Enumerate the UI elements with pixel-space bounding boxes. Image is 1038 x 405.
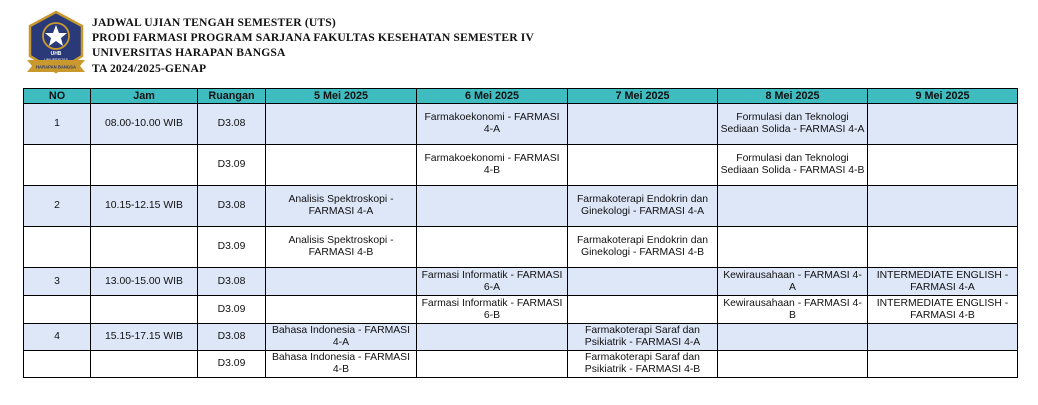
cell-day-5 <box>868 227 1018 268</box>
cell-day-1 <box>266 104 417 145</box>
university-logo-icon <box>26 10 86 78</box>
column-header-jam: Jam <box>91 89 198 104</box>
cell-no: 4 <box>24 324 91 351</box>
cell-day-3 <box>568 104 718 145</box>
column-header-ruangan: Ruangan <box>198 89 266 104</box>
header-academic-year: TA 2024/2025-GENAP <box>92 61 207 75</box>
cell-day-1: Bahasa Indonesia - FARMASI 4-B <box>266 351 417 378</box>
cell-day-5: INTERMEDIATE ENGLISH - FARMASI 4-B <box>868 296 1018 324</box>
cell-day-4: Formulasi dan Teknologi Sediaan Solida - FARMASI 4-B <box>718 145 868 186</box>
table-row <box>24 186 1018 227</box>
cell-jam <box>91 351 198 378</box>
cell-ruangan: D3.09 <box>198 145 266 186</box>
cell-day-3 <box>568 296 718 324</box>
column-header-date-1: 5 Mei 2025 <box>266 89 417 104</box>
cell-jam <box>91 227 198 268</box>
cell-day-2 <box>417 324 568 351</box>
table-row <box>24 104 1018 145</box>
cell-day-2: Farmasi Informatik - FARMASI 6-A <box>417 268 568 296</box>
cell-day-2: Farmakoekonomi - FARMASI 4-B <box>417 145 568 186</box>
cell-no <box>24 296 91 324</box>
exam-schedule-table <box>23 88 1018 378</box>
cell-no <box>24 145 91 186</box>
cell-day-3 <box>568 145 718 186</box>
header-university: UNIVERSITAS HARAPAN BANGSA <box>92 46 286 60</box>
table-header-row <box>24 89 1018 104</box>
cell-jam <box>91 296 198 324</box>
table-row <box>24 145 1018 186</box>
header-title: JADWAL UJIAN TENGAH SEMESTER (UTS) <box>92 16 336 29</box>
cell-day-4 <box>718 186 868 227</box>
logo-text-top: UHB <box>50 51 62 57</box>
cell-day-3: Farmakoterapi Endokrin dan Ginekologi - FARMASI 4-A <box>568 186 718 227</box>
cell-day-1: Analisis Spektroskopi - FARMASI 4-A <box>266 186 417 227</box>
table-row <box>24 227 1018 268</box>
cell-day-3 <box>568 268 718 296</box>
cell-day-2: Farmakoekonomi - FARMASI 4-A <box>417 104 568 145</box>
table-row <box>24 296 1018 324</box>
cell-jam: 13.00-15.00 WIB <box>91 268 198 296</box>
cell-no: 3 <box>24 268 91 296</box>
cell-jam <box>91 145 198 186</box>
cell-day-4: Kewirausahaan - FARMASI 4-B <box>718 296 868 324</box>
cell-day-5 <box>868 351 1018 378</box>
cell-no <box>24 227 91 268</box>
cell-no: 2 <box>24 186 91 227</box>
cell-day-1 <box>266 296 417 324</box>
table-row <box>24 351 1018 378</box>
cell-ruangan: D3.08 <box>198 186 266 227</box>
cell-day-4: Formulasi dan Teknologi Sediaan Solida - FARMASI 4-A <box>718 104 868 145</box>
cell-day-4 <box>718 351 868 378</box>
cell-day-1: Bahasa Indonesia - FARMASI 4-A <box>266 324 417 351</box>
cell-day-5: INTERMEDIATE ENGLISH - FARMASI 4-A <box>868 268 1018 296</box>
cell-day-4 <box>718 324 868 351</box>
cell-day-2 <box>417 351 568 378</box>
cell-ruangan: D3.09 <box>198 227 266 268</box>
cell-day-5 <box>868 186 1018 227</box>
column-header-date-3: 7 Mei 2025 <box>568 89 718 104</box>
cell-day-4: Kewirausahaan - FARMASI 4-A <box>718 268 868 296</box>
cell-jam: 10.15-12.15 WIB <box>91 186 198 227</box>
cell-jam: 08.00-10.00 WIB <box>91 104 198 145</box>
cell-day-2 <box>417 186 568 227</box>
table-row <box>24 268 1018 296</box>
cell-day-3: Farmakoterapi Saraf dan Psikiatrik - FARMASI 4-A <box>568 324 718 351</box>
cell-ruangan: D3.08 <box>198 104 266 145</box>
document-header <box>92 15 534 76</box>
column-header-date-4: 8 Mei 2025 <box>718 89 868 104</box>
column-header-no: NO <box>24 89 91 104</box>
header-program: PRODI FARMASI PROGRAM SARJANA FAKULTAS KESEHATAN SEMESTER IV <box>92 31 534 45</box>
column-header-date-2: 6 Mei 2025 <box>417 89 568 104</box>
cell-day-3: Farmakoterapi Endokrin dan Ginekologi - FARMASI 4-B <box>568 227 718 268</box>
cell-day-1 <box>266 145 417 186</box>
cell-day-5 <box>868 104 1018 145</box>
column-header-date-5: 9 Mei 2025 <box>868 89 1018 104</box>
cell-no <box>24 351 91 378</box>
cell-day-2: Farmasi Informatik - FARMASI 6-B <box>417 296 568 324</box>
cell-ruangan: D3.09 <box>198 351 266 378</box>
cell-day-5 <box>868 145 1018 186</box>
cell-ruangan: D3.08 <box>198 324 266 351</box>
cell-day-1 <box>266 268 417 296</box>
cell-jam: 15.15-17.15 WIB <box>91 324 198 351</box>
cell-day-1: Analisis Spektroskopi - FARMASI 4-B <box>266 227 417 268</box>
cell-ruangan: D3.09 <box>198 296 266 324</box>
logo-banner-text: HARAPAN BANGSA <box>36 64 76 70</box>
cell-day-4 <box>718 227 868 268</box>
cell-day-5 <box>868 324 1018 351</box>
cell-ruangan: D3.08 <box>198 268 266 296</box>
table-row <box>24 324 1018 351</box>
cell-day-3: Farmakoterapi Saraf dan Psikiatrik - FARMASI 4-B <box>568 351 718 378</box>
cell-no: 1 <box>24 104 91 145</box>
cell-day-2 <box>417 227 568 268</box>
